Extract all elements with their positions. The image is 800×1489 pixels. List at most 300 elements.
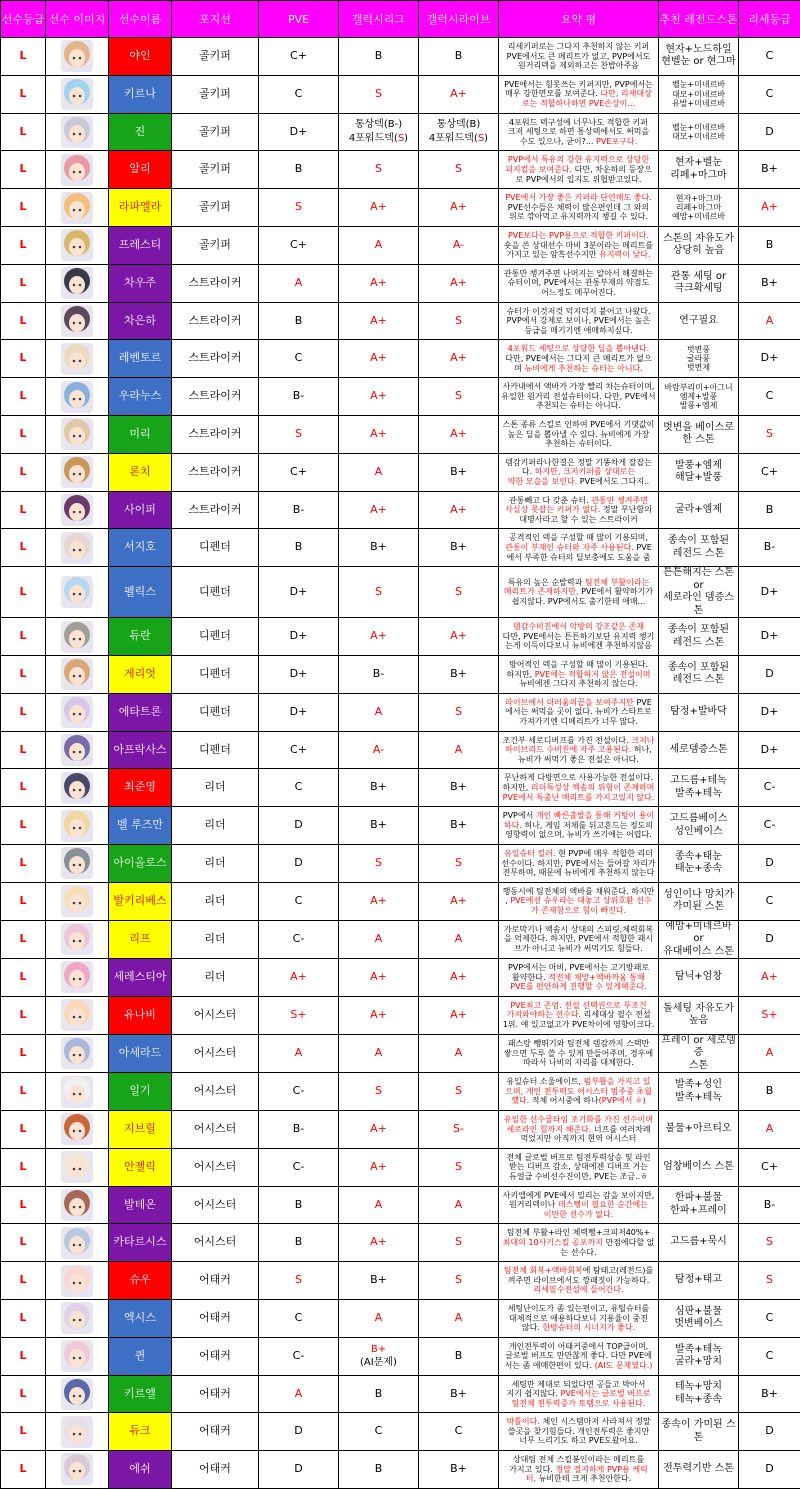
player-image (46, 1110, 109, 1148)
galaxy-league-grade: A+ (339, 189, 419, 227)
player-image (46, 529, 109, 567)
player-position: 리더 (172, 920, 259, 959)
player-avatar (61, 494, 93, 526)
galaxy-live-grade: S- (419, 1110, 499, 1148)
summary-review: 4포워드 덱구성에 너무나도 적합한 키퍼 크저 세팅으로 하면 통상덱에서도 써먹을 수도 있으나, 굳이?... PVE포구다. (499, 113, 659, 151)
galaxy-league-grade: A+ (339, 302, 419, 340)
summary-review: PVP에서 개인 빠른출발을 통해 커팅이 용이 하다. 허나, 게임 저체를 뒤고흔드는 정도의 영향력이 없으며, 뉴비가 쓰기에는 어렵다. (499, 807, 659, 845)
player-grade: L (1, 226, 46, 264)
reroll-grade: D (739, 655, 800, 693)
galaxy-league-grade: S (339, 844, 419, 882)
player-name: 미리 (109, 415, 172, 453)
summary-review: 관통빼고 다 갖춘 슈터. 관통만 챙겨주면 사실상 못잡는 키퍼가 없다. 정말 무난함의 대명사라고 할 수 있는 스트라이커 (499, 491, 659, 529)
player-avatar (61, 418, 93, 450)
recommended-stone: 벨눈+미네르바 대모+미네르바 유발+미네르바 (659, 75, 739, 113)
table-row (1, 226, 800, 264)
summary-review: PVE보다는 PVP용으로 적합한 키퍼이다. 숏을 쓴 상대선수 마비 3분이라는 메리트를 가지고 있는 암흑선수지만 유지력이 낮다. (499, 226, 659, 264)
player-image (46, 567, 109, 618)
pve-grade: B- (259, 1110, 339, 1148)
table-row (1, 1073, 800, 1111)
galaxy-league-grade: S (339, 75, 419, 113)
player-image (46, 959, 109, 997)
recommended-stone: 불물+아르티오 (659, 1110, 739, 1148)
pve-grade: A (259, 1375, 339, 1413)
player-image (46, 693, 109, 731)
table-row (1, 1186, 800, 1224)
summary-review: 세팅난이도가 좀 있는편이고, 유틸슈터를 대체적으로 애용하다보니 기용율이 중진 않다. 한방슈터의 시너지가 좋다. (499, 1299, 659, 1337)
summary-review: 행동시에 팀전체의 액바를 채워준다. 하지만 , PVE에선 슈우라는 대놓고 상위호환 선수 가 존재함으로 힘이 빠진다. (499, 882, 659, 920)
pve-grade: C+ (259, 38, 339, 76)
galaxy-league-grade: A+ (339, 340, 419, 378)
player-position: 골키퍼 (172, 151, 259, 189)
summary-review: 전체 글로벌 버프로 팀전투력상승 및 라인 받는 디버프 감소, 상대에겐 디버프 거는 듀얼급 수비선수진이만, PVE는 조금..ㅎ (499, 1148, 659, 1186)
galaxy-live-grade: A+ (419, 882, 499, 920)
table-row (1, 1337, 800, 1375)
table-row (1, 1262, 800, 1300)
player-name: 엑시스 (109, 1299, 172, 1337)
pve-grade: B (259, 151, 339, 189)
player-grade: L (1, 844, 46, 882)
galaxy-league-grade: B- (339, 655, 419, 693)
player-name: 사이퍼 (109, 491, 172, 529)
summary-review: 사카내에서 액바가 가장 빨리 차는슈터이며, 유일한 원거리 전설슈터이다. 다만, PVE에서 추천되는 슈터는 아니다. (499, 378, 659, 416)
recommended-stone: 고드름+묵시 (659, 1224, 739, 1262)
galaxy-league-grade: B+ (AI문제) (339, 1337, 419, 1375)
reroll-grade: C (739, 75, 800, 113)
galaxy-league-grade: B (339, 1375, 419, 1413)
recommended-stone: 발풍+엠제 해달+발풍 (659, 453, 739, 491)
player-position: 어시스터 (172, 996, 259, 1034)
player-avatar (61, 456, 93, 488)
pve-grade: C+ (259, 731, 339, 769)
reroll-grade: C (739, 38, 800, 76)
galaxy-live-grade: C (419, 1413, 499, 1451)
table-row (1, 996, 800, 1034)
reroll-grade: A (739, 302, 800, 340)
recommended-stone: 심판+불물 벗변베이스 (659, 1299, 739, 1337)
recommended-stone: 발족+성인 발족+테녹 (659, 1073, 739, 1111)
table-row (1, 453, 800, 491)
player-name: 듀크 (109, 1413, 172, 1451)
reroll-grade: D+ (739, 693, 800, 731)
player-position: 디펜더 (172, 618, 259, 656)
player-position: 어태커 (172, 1262, 259, 1300)
player-image (46, 769, 109, 807)
reroll-grade: S+ (739, 996, 800, 1034)
player-image (46, 618, 109, 656)
player-name: 최준영 (109, 769, 172, 807)
player-name: 발키리베스 (109, 882, 172, 920)
reroll-grade: D+ (739, 618, 800, 656)
player-grade: L (1, 1073, 46, 1111)
player-avatar (61, 1037, 93, 1069)
summary-review: 리세키퍼로는 그다지 추천하지 않는 키퍼 PVE에서도 큰 메리트가 없고, PVP에서도 원거리덱을 제외하고는 찬밥아주음 (499, 38, 659, 76)
table-row (1, 415, 800, 453)
galaxy-live-grade: A (419, 1034, 499, 1073)
player-image (46, 1224, 109, 1262)
header-row (1, 1, 800, 38)
pve-grade: D+ (259, 567, 339, 618)
table-row (1, 567, 800, 618)
pve-grade: D (259, 844, 339, 882)
recommended-stone: 굴라+엠제 (659, 491, 739, 529)
reroll-grade: A (739, 1110, 800, 1148)
player-avatar (61, 961, 93, 993)
player-name: 알리 (109, 151, 172, 189)
reroll-grade: D (739, 920, 800, 959)
player-avatar (61, 229, 93, 261)
table-row (1, 1375, 800, 1413)
galaxy-live-grade: B (419, 1337, 499, 1375)
recommended-stone: 세로뎀증스톤 (659, 731, 739, 769)
recommended-stone: 종속+태눈 태눈+종속 (659, 844, 739, 882)
player-image (46, 189, 109, 227)
player-avatar (61, 381, 93, 413)
pve-grade: C- (259, 1337, 339, 1375)
player-name: 차우주 (109, 264, 172, 302)
table-row (1, 1034, 800, 1073)
reroll-grade: D+ (739, 340, 800, 378)
player-name: 슈우 (109, 1262, 172, 1300)
player-grade: L (1, 959, 46, 997)
table-row (1, 1299, 800, 1337)
player-name: 프레스티 (109, 226, 172, 264)
table-row (1, 189, 800, 227)
header-pve: PVE (259, 1, 339, 38)
player-image (46, 1148, 109, 1186)
reroll-grade: D (739, 113, 800, 151)
galaxy-league-grade: A+ (339, 959, 419, 997)
player-position: 골키퍼 (172, 38, 259, 76)
player-name: 에쉬 (109, 1451, 172, 1489)
player-grade: L (1, 189, 46, 227)
player-position: 어시스터 (172, 1073, 259, 1111)
player-name: 펠릭스 (109, 567, 172, 618)
player-image (46, 151, 109, 189)
player-avatar (61, 305, 93, 337)
player-position: 디펜더 (172, 529, 259, 567)
recommended-stone: 엄창베이스 스톤 (659, 1148, 739, 1186)
player-grade: L (1, 1413, 46, 1451)
reroll-grade: C- (739, 807, 800, 845)
table-row (1, 844, 800, 882)
galaxy-live-grade: S (419, 567, 499, 618)
player-position: 골키퍼 (172, 113, 259, 151)
table-row (1, 655, 800, 693)
player-grade: L (1, 731, 46, 769)
galaxy-league-grade: A (339, 693, 419, 731)
player-avatar (61, 192, 93, 224)
table-row (1, 1224, 800, 1262)
player-position: 골키퍼 (172, 75, 259, 113)
recommended-stone: 벨눈+미네르바 대모+미네르바 (659, 113, 739, 151)
pve-grade: C+ (259, 453, 339, 491)
summary-review: 무난하게 다방면으로 사용가능한 전설이다. 하지만, 리더특성상 엑솜의 위험이 존재하며 PVE에서 특출난 메리트를 가지고있지 않다. (499, 769, 659, 807)
player-name: 진 (109, 113, 172, 151)
galaxy-live-grade: A (419, 1186, 499, 1224)
summary-review: 팀전체 회복+액바회복에 탐태고(레전드)를 껴주면 라이브에서도 깡패짓이 가능하다. 리세필수전설에 들어간다. (499, 1262, 659, 1300)
reroll-grade: D (739, 844, 800, 882)
recommended-stone: 종속이 포함된 레전드 스톤 (659, 655, 739, 693)
player-name: 론치 (109, 453, 172, 491)
player-avatar (61, 1151, 93, 1183)
table-row (1, 959, 800, 997)
player-grade: L (1, 1262, 46, 1300)
recommended-stone: 고드름베이스 성인베이스 (659, 807, 739, 845)
player-avatar (61, 772, 93, 804)
summary-review: 사키앱에게 PVE에서 밀리는 감을 보이지만, 원거리덱이나 데스뻥이 필요한 순간에는 이만한 선수가 없다. (499, 1186, 659, 1224)
pve-grade: S+ (259, 996, 339, 1034)
reroll-grade: C (739, 1299, 800, 1337)
player-image (46, 882, 109, 920)
player-image (46, 453, 109, 491)
recommended-stone: 튼튼해지는 스톤 or 세로라인 뎀증스톤 (659, 567, 739, 618)
player-avatar (61, 1302, 93, 1334)
player-position: 골키퍼 (172, 226, 259, 264)
galaxy-league-grade: A+ (339, 882, 419, 920)
galaxy-live-grade: A+ (419, 75, 499, 113)
galaxy-league-grade: B+ (339, 529, 419, 567)
reroll-grade: C (739, 1337, 800, 1375)
player-name: 에타트론 (109, 693, 172, 731)
recommended-stone: 예맘+미네르바 or 유대베이스 스톤 (659, 920, 739, 959)
player-image (46, 1413, 109, 1451)
player-name: 우라누스 (109, 378, 172, 416)
player-avatar (61, 885, 93, 917)
player-grade: L (1, 567, 46, 618)
player-grade: L (1, 415, 46, 453)
player-avatar (61, 576, 93, 608)
galaxy-league-grade: A (339, 920, 419, 959)
player-grade: L (1, 618, 46, 656)
galaxy-live-grade: A+ (419, 189, 499, 227)
galaxy-live-grade: B+ (419, 453, 499, 491)
reroll-grade: C (739, 882, 800, 920)
player-avatar (61, 116, 93, 148)
galaxy-live-grade: A (419, 1299, 499, 1337)
player-grade: L (1, 75, 46, 113)
player-position: 어시스터 (172, 1186, 259, 1224)
player-grade: L (1, 882, 46, 920)
summary-review: 박틀이다. 체인 시스템마저 사라져서 정말 쓸곳을 찾기힘들다. 개인전투력은 좋지만 너무 느리기도 하고 PVE도왔어요. (499, 1413, 659, 1451)
galaxy-live-grade: S (419, 1224, 499, 1262)
galaxy-league-grade: A+ (339, 264, 419, 302)
galaxy-live-grade: A+ (419, 415, 499, 453)
player-avatar (61, 1189, 93, 1221)
galaxy-live-grade: B+ (419, 655, 499, 693)
reroll-grade: S (739, 1262, 800, 1300)
galaxy-league-grade: S (339, 567, 419, 618)
player-name: 키르엘 (109, 1375, 172, 1413)
reroll-grade: C (739, 378, 800, 416)
pve-grade: B- (259, 491, 339, 529)
player-position: 스트라이커 (172, 302, 259, 340)
table-row (1, 340, 800, 378)
galaxy-league-grade: A+ (339, 618, 419, 656)
recommended-stone: 성인이나 망치가 가미된 스톤 (659, 882, 739, 920)
pve-grade: C- (259, 1073, 339, 1111)
player-position: 어시스터 (172, 1034, 259, 1073)
recommended-stone: 벗변을 베이스로 한 스톤 (659, 415, 739, 453)
galaxy-league-grade: A (339, 226, 419, 264)
reroll-grade: B- (739, 529, 800, 567)
header-grade: 선수등급 (1, 1, 46, 38)
player-position: 어태커 (172, 1375, 259, 1413)
player-image (46, 302, 109, 340)
galaxy-live-grade: S (419, 378, 499, 416)
recommended-stone: 전투력기반 스톤 (659, 1451, 739, 1489)
player-grade: L (1, 1110, 46, 1148)
galaxy-league-grade: S (339, 1073, 419, 1111)
summary-review: 특유의 높은 순발력과 팀전체 부활이라는 메리트가 존재하지만, PVE에서 활약하기가 쉽지않다. PVP에서도 출기한테 애매... (499, 567, 659, 618)
table-body (1, 38, 800, 1489)
player-name: 유나비 (109, 996, 172, 1034)
summary-review: PVP에서 특유의 강한 유지력으로 상당한 피지컬을 보여준다. 다만, 차운하의 등장으 로 PVP에서의 입지도 위협받고있다. (499, 151, 659, 189)
player-avatar (61, 532, 93, 564)
table-row (1, 113, 800, 151)
reroll-grade: B+ (739, 151, 800, 189)
galaxy-league-grade: A (339, 1299, 419, 1337)
recommended-stone: 발족+테녹 굴라+망치 (659, 1337, 739, 1375)
player-position: 어시스터 (172, 1224, 259, 1262)
reroll-grade: B (739, 491, 800, 529)
summary-review: 공격적인 덱을 구성할 때 많이 기용되며, 관통이 부재인 슈터와 자주 사용된다. PVE 에서 부족한 슈터의 딜보충에도 도움을 줌 (499, 529, 659, 567)
player-avatar (61, 78, 93, 110)
player-name: 카타르시스 (109, 1224, 172, 1262)
galaxy-league-grade: B+ (339, 1262, 419, 1300)
pve-grade: D+ (259, 655, 339, 693)
player-avatar (61, 810, 93, 842)
player-position: 리더 (172, 844, 259, 882)
table-row (1, 769, 800, 807)
header-recommended-stone: 추천 레전드스톤 (659, 1, 739, 38)
galaxy-league-grade: A+ (339, 1110, 419, 1148)
player-grade: L (1, 1337, 46, 1375)
player-grade: L (1, 693, 46, 731)
player-avatar (61, 621, 93, 653)
pve-grade: D (259, 807, 339, 845)
galaxy-league-grade: B (339, 1451, 419, 1489)
summary-review: PVE에서는 힘못쓰는 키퍼지만, PVP에서는 매우 강한면모를 보여준다. 다만, 리세대상 로는 적합하나하면 PVE손상이... (499, 75, 659, 113)
galaxy-live-grade: S (419, 151, 499, 189)
galaxy-live-grade: S (419, 693, 499, 731)
player-name: 퀸 (109, 1337, 172, 1375)
table-row (1, 731, 800, 769)
table-row (1, 1110, 800, 1148)
reroll-grade: D (739, 1413, 800, 1451)
player-name: 아세라드 (109, 1034, 172, 1073)
player-grade: L (1, 807, 46, 845)
galaxy-live-grade: B+ (419, 807, 499, 845)
pve-grade: C (259, 340, 339, 378)
player-name: 지브릴 (109, 1110, 172, 1148)
player-avatar (61, 999, 93, 1031)
galaxy-live-grade: S (419, 1262, 499, 1300)
pve-grade: B (259, 1224, 339, 1262)
recommended-stone: 종속이 포함된 레전드 스톤 (659, 529, 739, 567)
recommended-stone: 한파+불물 한파+프레이 (659, 1186, 739, 1224)
recommended-stone: 현자+노드하일 현벨눈 or 현그마 (659, 38, 739, 76)
header-galaxy-league: 갤럭시리그 (339, 1, 419, 38)
player-name: 벨 루즈만 (109, 807, 172, 845)
player-avatar (61, 1378, 93, 1410)
summary-review: 팀전체 부활+라인 체력뻥+크피저40%+ 최대의 10사기스킬 공포까지 만점에다할 없 는 선수다. (499, 1224, 659, 1262)
summary-review: 관통만 챙겨주면 나머지는 알아서 해결하는 슈터이며, PVE에서는 관통부재의 약점도 어느정도 메꾸어진다. (499, 264, 659, 302)
player-grade: L (1, 264, 46, 302)
reroll-grade: S (739, 415, 800, 453)
player-position: 디펜더 (172, 655, 259, 693)
player-name: 발테온 (109, 1186, 172, 1224)
player-image (46, 655, 109, 693)
summary-review: 슈터가 이것저것 덕지덕지 붙어고 나왔다. PVP에서 강제로 보이나, PVE에서는 높은 등급을 매기기엔 애매하지싶다. (499, 302, 659, 340)
player-position: 디펜더 (172, 693, 259, 731)
pve-grade: B (259, 1186, 339, 1224)
player-position: 스트라이커 (172, 340, 259, 378)
galaxy-live-grade: A+ (419, 996, 499, 1034)
pve-grade: C (259, 1299, 339, 1337)
galaxy-live-grade: A+ (419, 618, 499, 656)
player-image (46, 1034, 109, 1073)
pve-grade: B (259, 529, 339, 567)
player-position: 어시스터 (172, 1148, 259, 1186)
galaxy-live-grade: B+ (419, 1451, 499, 1489)
summary-review: 방어적인 덱을 구성할 때 많이 기용된다. 하지만, PVE에는 적합하지 않은 전설이며 뉴비에겐 그다지 추천하지 않는다. (499, 655, 659, 693)
summary-review: 4포워드 세팅으로 상당한 딜을 뽑아낸다. 다만, PVE에서는 그다지 큰 메리트가 없으 며 뉴비에게 추천하는 슈터는 아니다. (499, 340, 659, 378)
player-image (46, 807, 109, 845)
pve-grade: C+ (259, 226, 339, 264)
galaxy-live-grade: B+ (419, 769, 499, 807)
player-position: 리더 (172, 807, 259, 845)
recommended-stone: 스톤의 자유도가 상당히 높음 (659, 226, 739, 264)
player-image (46, 113, 109, 151)
player-position: 어태커 (172, 1337, 259, 1375)
pve-grade: S (259, 189, 339, 227)
reroll-grade: C+ (739, 453, 800, 491)
player-image (46, 844, 109, 882)
pve-grade: C- (259, 1148, 339, 1186)
recommended-stone: 돌세팅 자유도가 높음 (659, 996, 739, 1034)
galaxy-league-grade: B+ (339, 769, 419, 807)
player-avatar (61, 734, 93, 766)
player-grade: L (1, 1299, 46, 1337)
table-row (1, 302, 800, 340)
table-row (1, 38, 800, 76)
galaxy-league-grade: 통상덱(B-) 4포워드덱(S) (339, 113, 419, 151)
player-image (46, 731, 109, 769)
player-avatar (61, 154, 93, 186)
recommended-stone: 관통 세팅 or 극크확세팅 (659, 264, 739, 302)
player-grade: L (1, 920, 46, 959)
player-grade: L (1, 1148, 46, 1186)
player-position: 리더 (172, 959, 259, 997)
player-name: 서지호 (109, 529, 172, 567)
player-grade: L (1, 340, 46, 378)
summary-review: PVP에서는 마비, PVE에서는 고기방패로 활약한다. 적전체 채망+액바까움 통해 PVE를 편안하게 진행할 수 있게해준다. (499, 959, 659, 997)
table-row (1, 1413, 800, 1451)
header-name: 선수이름 (109, 1, 172, 38)
player-position: 스트라이커 (172, 378, 259, 416)
player-grade: L (1, 378, 46, 416)
player-position: 어태커 (172, 1413, 259, 1451)
galaxy-live-grade: A (419, 920, 499, 959)
reroll-grade: A (739, 1034, 800, 1073)
player-name: 차은하 (109, 302, 172, 340)
summary-review: 뎀감수비진에서 악방의 강조같은 존재 다만, PVE에서는 튼튼하기보단 유지력 챙기 는게 이득이다보니 뉴비에겐 추천하지않음 (499, 618, 659, 656)
player-grade: L (1, 1224, 46, 1262)
recommended-stone: 종속이 가미된 스톤 (659, 1413, 739, 1451)
table-row (1, 882, 800, 920)
recommended-stone: 연구필요 (659, 302, 739, 340)
